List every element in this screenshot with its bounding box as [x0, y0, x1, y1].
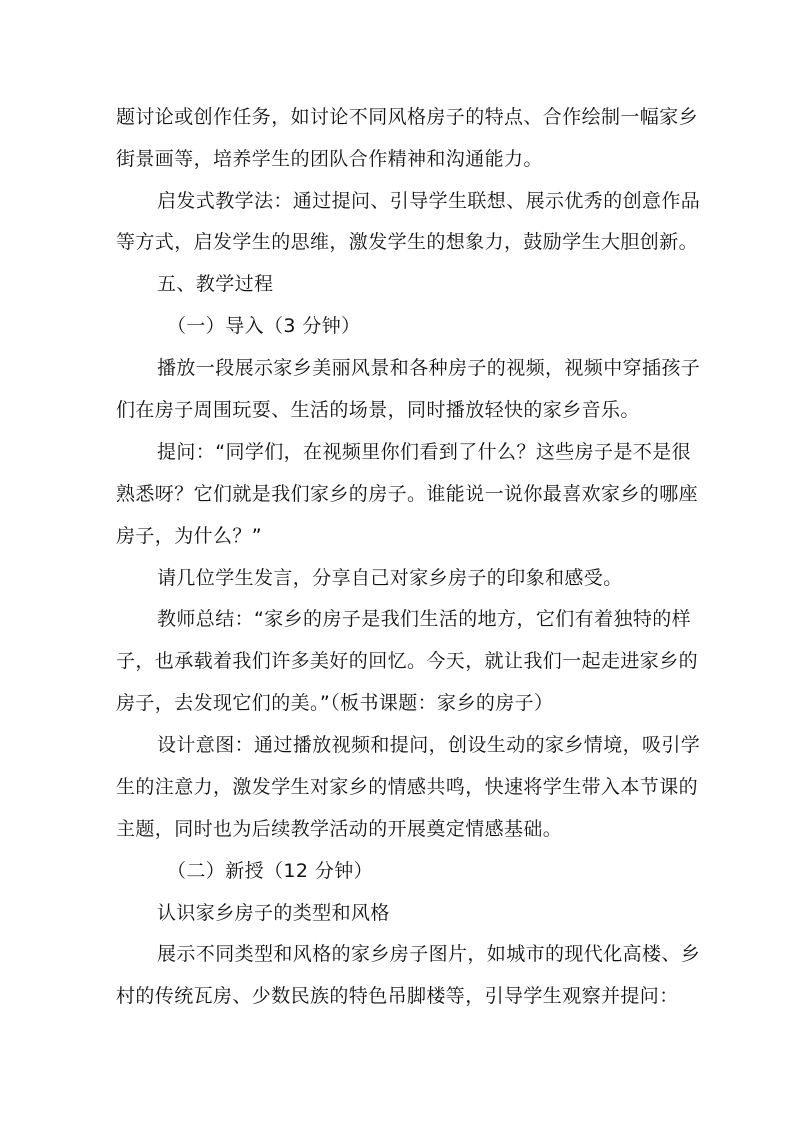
body-line: 题讨论或创作任务，如讨论不同风格房子的特点、合作绘制一幅家乡	[116, 106, 699, 128]
section-heading: 五、教学过程	[157, 273, 274, 295]
topic-heading: 认识家乡房子的类型和风格	[157, 902, 390, 924]
paragraph-first-line: 展示不同类型和风格的家乡房子图片，如城市的现代化高楼、乡	[157, 943, 701, 965]
paragraph-first-line: 教师总结：“家乡的房子是我们生活的地方，它们有着独特的样	[157, 608, 692, 630]
body-line: 房子，为什么？”	[116, 525, 263, 547]
body-line: 生的注意力，激发学生对家乡的情感共鸣，快速将学生带入本节课的	[116, 776, 699, 798]
body-line: 等方式，启发学生的思维，激发学生的想象力，鼓励学生大胆创新。	[116, 231, 699, 253]
body-line: 主题，同时也为后续教学活动的开展奠定情感基础。	[116, 818, 563, 840]
body-line: 们在房子周围玩耍、生活的场景，同时播放轻快的家乡音乐。	[116, 399, 640, 421]
body-line: 熟悉呀？它们就是我们家乡的房子。谁能说一说你最喜欢家乡的哪座	[116, 483, 699, 505]
paragraph-first-line: 启发式教学法：通过提问、引导学生联想、展示优秀的创意作品	[157, 190, 701, 212]
subsection-heading: （一）导入（3 分钟）	[167, 315, 361, 337]
subsection-heading: （二）新授（12 分钟）	[167, 860, 374, 882]
paragraph-first-line: 设计意图：通过播放视频和提问，创设生动的家乡情境，吸引学	[157, 734, 701, 756]
body-line: 房子，去发现它们的美。”（板书课题：家乡的房子）	[116, 692, 554, 714]
body-line: 村的传统瓦房、少数民族的特色吊脚楼等，引导学生观察并提问：	[116, 985, 679, 1007]
paragraph-first-line: 提问：“同学们，在视频里你们看到了什么？这些房子是不是很	[157, 441, 692, 463]
body-line: 子，也承载着我们许多美好的回忆。今天，就让我们一起走进家乡的	[116, 650, 699, 672]
paragraph-first-line: 请几位学生发言，分享自己对家乡房子的印象和感受。	[157, 567, 623, 589]
body-line: 街景画等，培养学生的团队合作精神和沟通能力。	[116, 148, 543, 170]
paragraph-first-line: 播放一段展示家乡美丽风景和各种房子的视频，视频中穿插孩子	[157, 357, 701, 379]
